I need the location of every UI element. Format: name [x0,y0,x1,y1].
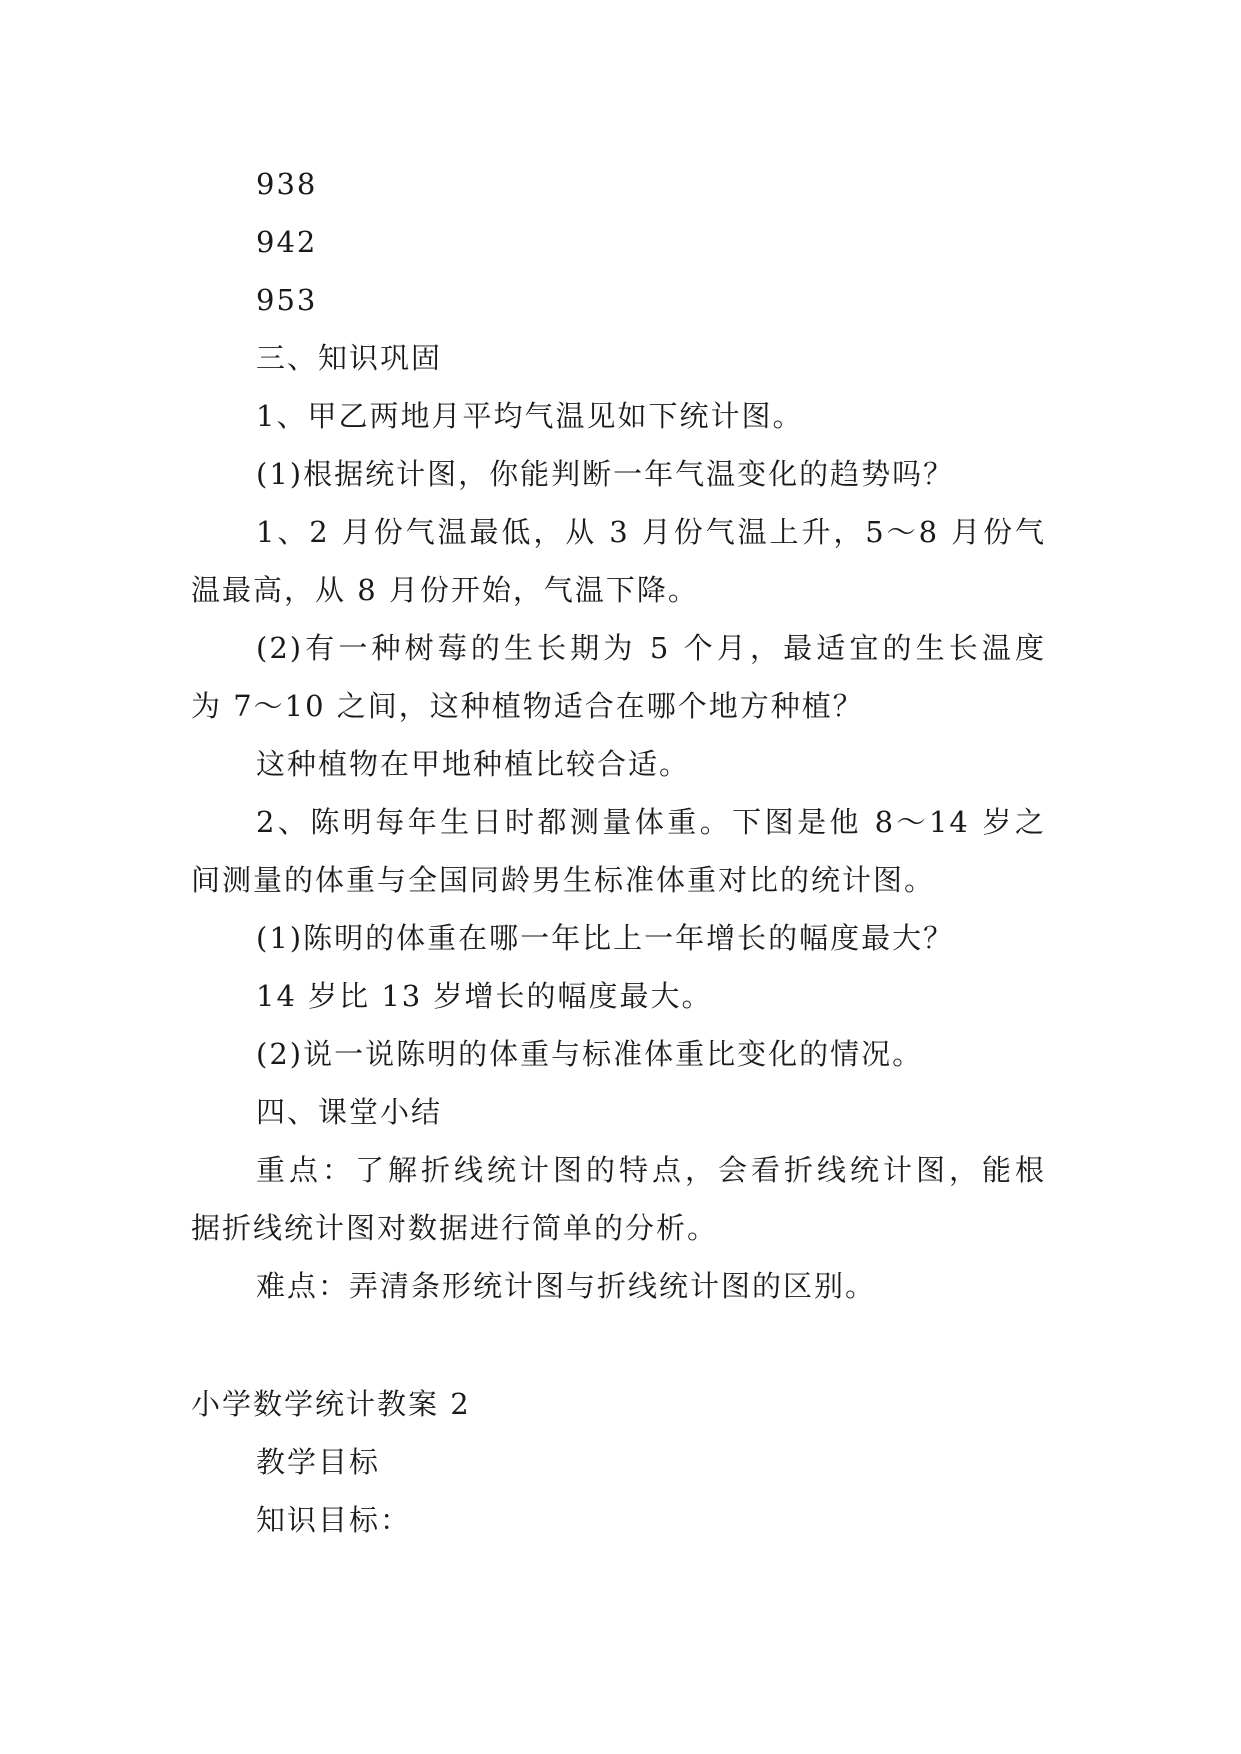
answer-1-part-2: 这种植物在甲地种植比较合适。 [256,747,691,781]
section-heading-class-summary: 四、课堂小结 [256,1095,443,1129]
question-2-part-1: (1)陈明的体重在哪一年比上一年增长的幅度最大？ [256,921,955,955]
question-1-text: 1、甲乙两地月平均气温见如下统计图。 [256,399,804,433]
number-line-942: 942 [256,225,318,259]
lesson-plan-title: 小学数学统计教案 2 [191,1387,471,1421]
difficulty-point: 难点：弄清条形统计图与折线统计图的区别。 [256,1269,877,1303]
answer-1-part-1-line-1: 1、2 月份气温最低，从 3 月份气温上升，5～8 月份气 [256,515,1046,549]
knowledge-objectives-heading: 知识目标： [256,1503,412,1537]
key-point-line-2: 据折线统计图对数据进行简单的分析。 [191,1211,719,1245]
number-line-953: 953 [256,283,318,317]
number-line-938: 938 [256,167,318,201]
question-1-part-2-line-1: (2)有一种树莓的生长期为 5 个月，最适宜的生长温度 [256,631,1046,665]
question-2-line-2: 间测量的体重与全国同龄男生标准体重对比的统计图。 [191,863,936,897]
key-point-line-1: 重点：了解折线统计图的特点，会看折线统计图，能根 [256,1153,1046,1187]
section-heading-knowledge-consolidation: 三、知识巩固 [256,341,443,375]
question-1-part-1: (1)根据统计图，你能判断一年气温变化的趋势吗？ [256,457,955,491]
answer-1-part-1-line-2: 温最高，从 8 月份开始，气温下降。 [191,573,699,607]
question-1-part-2-line-2: 为 7～10 之间，这种植物适合在哪个地方种植？ [191,689,864,723]
question-2-line-1: 2、陈明每年生日时都测量体重。下图是他 8～14 岁之 [256,805,1046,839]
teaching-objectives-heading: 教学目标 [256,1445,381,1479]
question-2-part-2: (2)说一说陈明的体重与标准体重比变化的情况。 [256,1037,924,1071]
answer-2-part-1: 14 岁比 13 岁增长的幅度最大。 [256,979,713,1013]
